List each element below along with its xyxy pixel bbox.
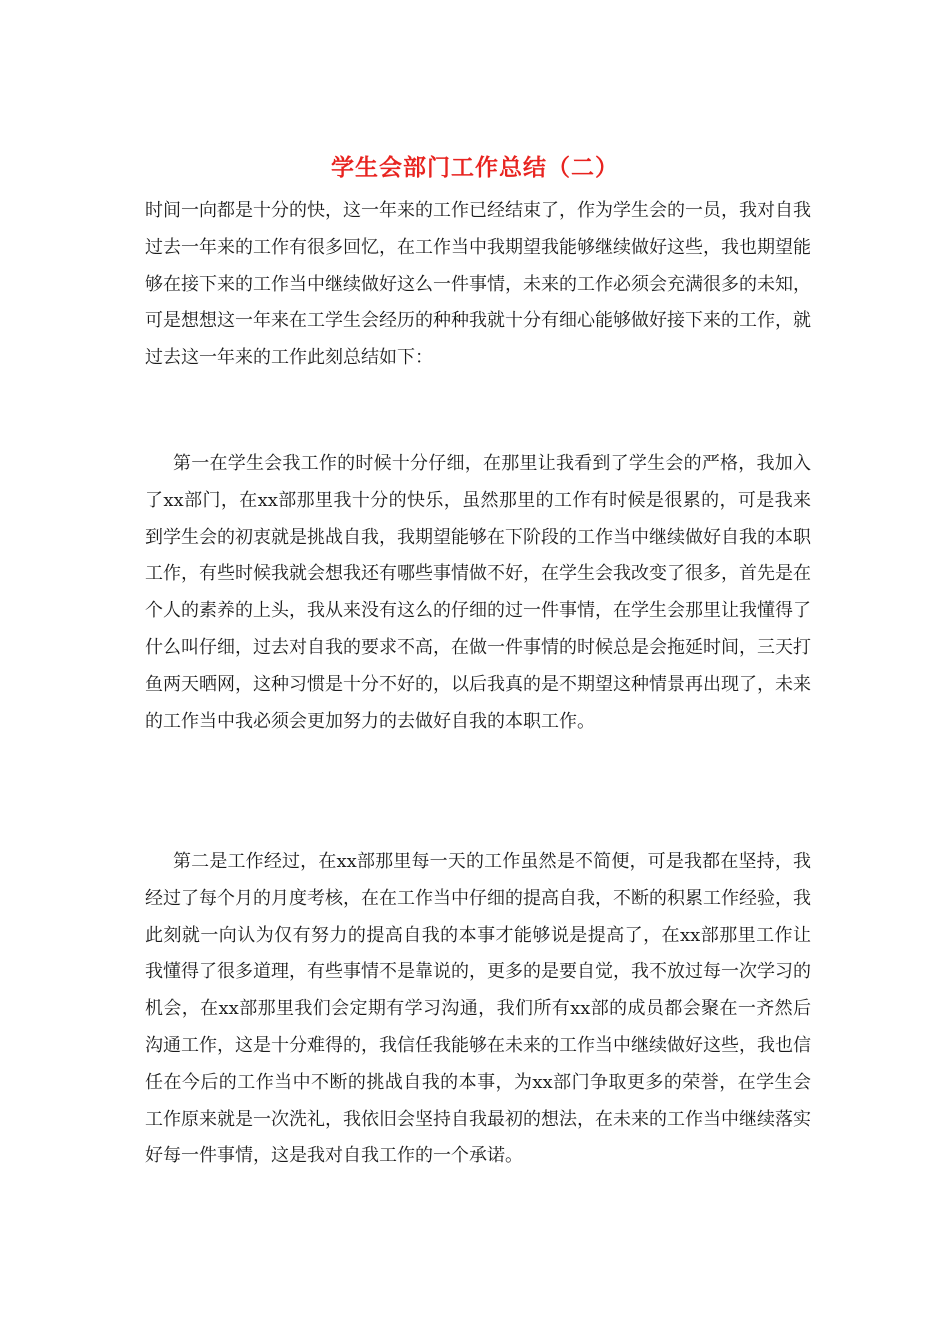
document-title: 学生会部门工作总结（二）: [331, 154, 619, 181]
paragraph-intro: 时间一向都是十分的快，这一年来的工作已经结束了，作为学生会的一员，我对自我过去一年来的工作有很多回忆，在工作当中我期望我能够继续做好这些，我也期望能够在接下来的工作当中继续做好这么一件事情，未来的工作必须会充满很多的未知，可是想想这一年来在工学生会经历的种种我就十分有细心能够做好接下来的工作，就过去这一年来的工作此刻总结如下：: [145, 200, 811, 369]
paragraph-first-point: 第一在学生会我工作的时候十分仔细，在那里让我看到了学生会的严格，我加入了xx部门，在xx部那里我十分的快乐，虽然那里的工作有时候是很累的，可是我来到学生会的初衷就是挑战自我，我期望能够在下阶段的工作当中继续做好自我的本职工作，有些时候我就会想我还有哪些事情做不好，在学生会我改变了很多，首先是在个人的素养的上头，我从来没有这么的仔细的过一件事情，在学生会那里让我懂得了什么叫仔细，过去对自我的要求不高，在做一件事情的时候总是会拖延时间，三天打鱼两天晒网，这种习惯是十分不好的，以后我真的是不期望这种情景再出现了，未来的工作当中我必须会更加努力的去做好自我的本职工作。: [145, 453, 811, 732]
paragraph-second-point: 第二是工作经过，在xx部那里每一天的工作虽然是不简便，可是我都在坚持，我经过了每个月的月度考核，在在工作当中仔细的提高自我，不断的积累工作经验，我此刻就一向认为仅有努力的提高自我的本事才能够说是提高了，在xx部那里工作让我懂得了很多道理，有些事情不是靠说的，更多的是要自觉，我不放过每一次学习的机会，在xx部那里我们会定期有学习沟通，我们所有xx部的成员都会聚在一齐然后沟通工作，这是十分难得的，我信任我能够在未来的工作当中继续做好这些，我也信任在今后的工作当中不断的挑战自我的本事，为xx部门争取更多的荣誉，在学生会工作原来就是一次洗礼，我依旧会坚持自我最初的想法，在未来的工作当中继续落实好每一件事情，这是我对自我工作的一个承诺。: [145, 851, 811, 1167]
